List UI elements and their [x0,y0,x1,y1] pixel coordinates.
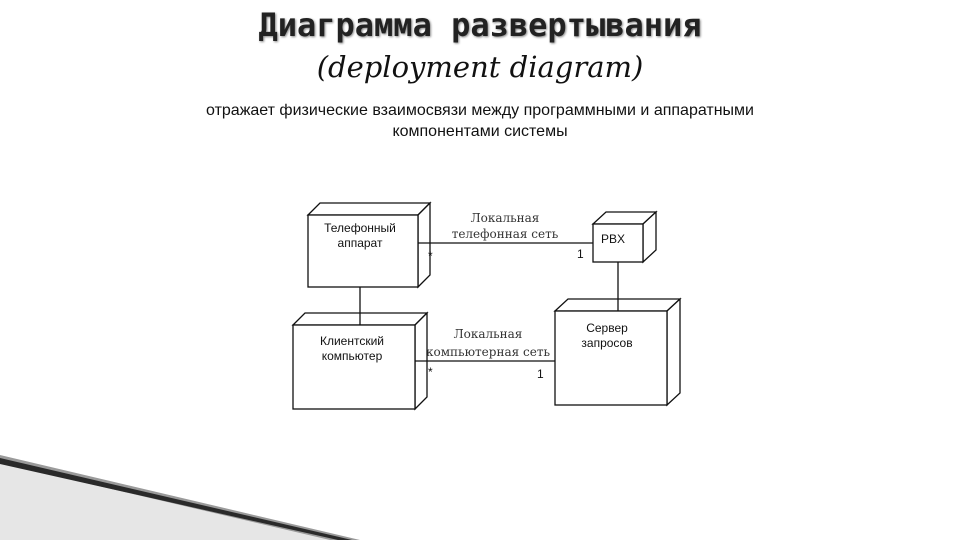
phone-net-mult-left: * [428,249,433,263]
server-label-2: запросов [581,336,633,350]
description-line-1: отражает физические взаимосвязи между программными и аппаратными [206,102,754,119]
phone-net-mult-right: 1 [577,247,584,261]
server-label-1: Сервер [586,321,628,335]
phone-label-2: аппарат [337,236,383,250]
slide-title: Диаграмма развертывания [258,6,702,44]
computer-net-label-2: компьютерная сеть [426,345,550,359]
phone-net-label-1: Локальная [470,211,540,225]
computer-net-mult-left: * [428,365,433,379]
client-label-1: Клиентский [319,334,385,348]
phone-net-label-2: телефонная сеть [451,227,559,241]
computer-net-mult-right: 1 [537,367,544,381]
computer-net-label-1: Локальная [453,327,523,341]
description-line-2: компонентами системы [392,123,568,140]
pbx-label: PBX [600,232,626,246]
slide-subtitle: (deployment diagram) [316,50,644,84]
client-label-2: компьютер [321,349,383,363]
phone-label-1: Телефонный [324,221,396,235]
